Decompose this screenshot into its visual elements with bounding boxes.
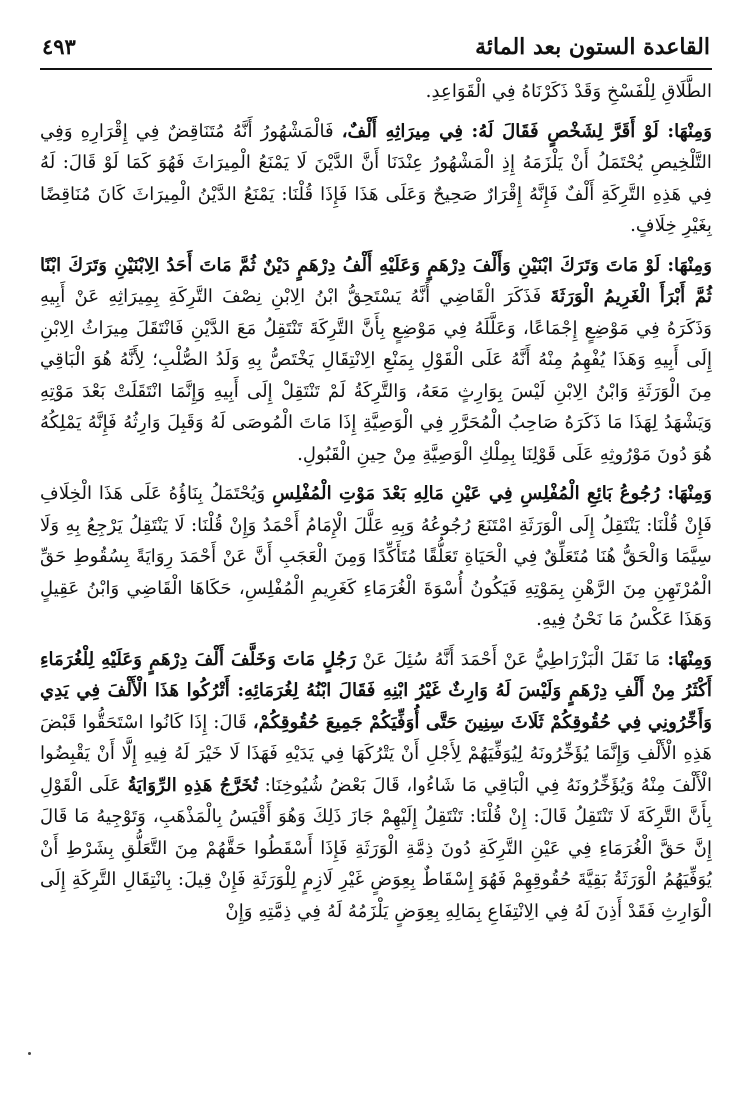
page-number: ٤٩٣ xyxy=(42,34,76,59)
text-segment: عَلَى الْقَوْلِ بِأَنَّ التَّرِكَةَ لَا تَنْتَقِلُ قَالَ: إِنْ قُلْنَا: تَنْتَقِلُ إِلَيْهِمْ جَازَ ذَلِكَ وَهُوَ أَقْيَسُ بِالْمَذْهَبِ، وَتَوْجِيهُ مَا قَالَ إِنَّ حَقَّ الْغُرَمَاءِ فِي عَيْنِ التَّرِكَةِ دُونَ ذِمَّةِ الْوَرَثَةِ فَإِذَا أَسْقَطُوا حَقَّهُمْ مِنَ التَّعَلُّقِ بِشَرْطِ أَنْ يُوَفِّيَهُمُ الْوَرَثَةُ بَقِيَّةَ حُقُوقِهِمْ فَهُوَ إِسْقَاطٌ بِعِوَضٍ غَيْرِ لَازِمٍ لِلْوَرَثَةِ فَإِنْ قِيلَ: بِانْتِقَالِ التَّرِكَةِ إِلَى الْوَارِثِ فَقَدْ أَذِنَ لَهُ فِي الِانْتِفَاعِ بِمَالِهِ بِعِوَضٍ يَلْزَمُهُ لَهُ فِي ذِمَّتِهِ وَإِنْ xyxy=(40,774,712,922)
emphasized-text: لَوْ أَقَرَّ لِشَخْصٍ فَقَالَ لَهُ: فِي مِيرَاثِهِ أَلْفٌ، xyxy=(341,120,659,142)
emphasized-text: لَوْ مَاتَ وَتَرَكَ ابْنَيْنِ وَأَلْفَ دِرْهَمٍ وَعَلَيْهِ أَلْفُ دِرْهَمٍ دَيْنٌ ثُمَّ مَاتَ أَحَدُ الِابْنَيْنِ وَتَرَكَ ابْنًا ثُمَّ أَبْرَأَ الْغَرِيمُ الْوَرَثَةَ xyxy=(40,254,712,307)
text-segment: فَالْمَشْهُورُ أَنَّهُ مُتَنَاقِضٌ فِي إِقْرَارِهِ وَفِي التَّلْخِيصِ يُحْتَمَلُ أَنْ يَلْزَمَهُ إِذِ الْمَشْهُورُ عِنْدَنَا أَنَّ الدَّيْنَ لَا يَمْنَعُ الْمِيرَاثَ فَهُوَ كَمَا لَوْ قَالَ: لَهُ فِي هَذِهِ التَّرِكَةِ أَلْفٌ فَإِنَّهُ إِقْرَارٌ صَحِيحٌ وَعَلَى هَذَا فَإِذَا قُلْنَا: يَمْنَعُ الدَّيْنُ الْمِيرَاثَ كَانَ مُنَاقِضًا بِغَيْرِ خِلَافٍ. xyxy=(40,120,712,236)
text-segment: الطَّلَاقِ لِلْفَسْخِ وَقَدْ ذَكَرْنَاهُ فِي الْقَوَاعِدِ. xyxy=(425,81,712,102)
section-keyword: وَمِنْهَا: xyxy=(658,120,713,142)
paragraph-3 xyxy=(40,250,712,471)
paragraph-1 xyxy=(40,76,712,108)
section-keyword: وَمِنْهَا: xyxy=(659,483,713,504)
text-segment: وَيُحْتَمَلُ بِنَاؤُهُ عَلَى هَذَا الْخِلَافِ فَإِنْ قُلْنَا: يَنْتَقِلُ إِلَى الْوَرَثَةِ امْتَنَعَ رُجُوعُهُ وَبِهِ عَلَّلَ الْإِمَامُ أَحْمَدُ وَإِنْ قُلْنَا: لَا يَنْتَقِلُ يَرْجِعُ بِهِ وَلَا سِيَّمَا وَالْحَقُّ هُنَا مُتَعَلِّقٌ فِي الْحَيَاةِ تَعَلُّقًا مُتَأَكِّدًا وَمِنَ الْعَجَبِ أَنَّ عَنْ أَحْمَدَ رِوَايَةً بِسُقُوطِ حَقِّ الْمُرْتَهِنِ مِنَ الرَّهْنِ بِمَوْتِهِ فَيَكُونُ أُسْوَةَ الْغُرَمَاءِ كَغَرِيمِ الْمُفْلِسِ، حَكَاهَا الْقَاضِي وَابْنُ عَقِيلٍ وَهَذَا عَكْسُ مَا نَحْنُ فِيهِ. xyxy=(40,483,712,630)
paragraph-4 xyxy=(40,478,712,636)
paragraph-2 xyxy=(40,116,712,242)
text-segment: فَذَكَرَ الْقَاضِي أَنَّهُ يَسْتَحِقُّ ابْنُ الِابْنِ نِصْفَ التَّرِكَةِ بِمِيرَاثِهِ عَنْ أَبِيهِ وَذَكَرَهُ فِي مَوْضِعٍ إِجْمَاعًا، وَعَلَّلَهُ فِي مَوْضِعٍ بِأَنَّ التَّرِكَةَ تَنْتَقِلُ مَعَ الدَّيْنِ فَانْتَقَلَ مِيرَاثُ الِابْنِ إِلَى أَبِيهِ وَهَذَا يُفْهِمُ مِنْهُ أَنَّهُ عَلَى الْقَوْلِ بِمَنْعِ الِانْتِقَالِ يَخْتَصُّ بِهِ وَلَدُ الصُّلْبِ؛ لِأَنَّهُ هُوَ الْبَاقِي مِنَ الْوَرَثَةِ وَابْنُ الِابْنِ لَيْسَ بِوَارِثٍ مَعَهُ، وَالتَّرِكَةُ لَمْ تَنْتَقِلْ إِلَى أَبِيهِ وَإِنَّمَا انْتَقَلَتْ بَعْدَ مَوْتِهِ وَيَشْهَدُ لِهَذَا مَا ذَكَرَهُ صَاحِبُ الْمُحَرَّرِ فِي الْوَصِيَّةِ إِذَا مَاتَ الْمُوصَى لَهُ وَقَبِلَ وَارِثُهُ فَإِنَّهُ يَمْلِكُهُ هُوَ دُونَ مَوْرُوثِهِ عَلَى قَوْلِنَا بِمِلْكِ الْوَصِيَّةِ مِنْ حِينِ الْقَبُولِ. xyxy=(40,286,712,465)
page-body xyxy=(40,70,712,927)
text-segment: مَا نَقَلَ الْبَزْرَاطِيُّ عَنْ أَحْمَدَ أَنَّهُ سُئِلَ عَنْ xyxy=(356,648,661,670)
section-keyword: وَمِنْهَا: xyxy=(660,648,713,670)
text-segment: قَالَ: إِذَا كَانُوا اسْتَحَقُّوا قَبْضَ هَذِهِ الْأَلْفِ وَإِنَّمَا يُؤَخِّرُونَهُ لِيُوَفِّيَهُمْ لِأَجْلِ أَنْ يَتْرُكَهَا فِي يَدَيْهِ فَهَذَا لَا خَيْرَ لَهُ فِيهِ إِلَّا أَنْ يَقْبِضُوا الْأَلْفَ مِنْهُ وَيُؤَخِّرُونَهُ فِي الْبَاقِي مَا شَاءُوا، قَالَ بَعْضُ شُيُوخِنَا: xyxy=(40,711,713,796)
book-page xyxy=(40,28,712,1088)
running-title: القاعدة الستون بعد المائة xyxy=(475,34,710,60)
page-header xyxy=(40,28,712,70)
scan-dot xyxy=(28,1052,31,1055)
paragraph-5 xyxy=(40,644,712,928)
section-keyword: وَمِنْهَا: xyxy=(660,254,712,276)
emphasized-text: رَجُلٍ مَاتَ وَخَلَّفَ أَلْفَ دِرْهَمٍ وَعَلَيْهِ لِلْغُرَمَاءِ أَكْثَرُ مِنْ أَلْفِ دِرْهَمٍ وَلَيْسَ لَهُ وَارِثٌ غَيْرُ ابْنِهِ فَقَالَ ابْنُهُ لِغُرَمَائِهِ: أَتْرُكُوا هَذَا الْأَلْفَ فِي يَدِي وَأَخِّرُونِي فِي حُقُوقِكُمْ ثَلَاثَ سِنِينَ حَتَّى أُوَفِّيَكُمْ جَمِيعَ حُقُوقِكُمْ، xyxy=(40,648,712,733)
emphasized-text: تُخَرَّجُ هَذِهِ الرِّوَايَةُ xyxy=(127,774,259,796)
emphasized-text: رُجُوعُ بَائِعِ الْمُفْلِسِ فِي عَيْنِ مَالِهِ بَعْدَ مَوْتِ الْمُفْلِسِ xyxy=(272,483,660,504)
